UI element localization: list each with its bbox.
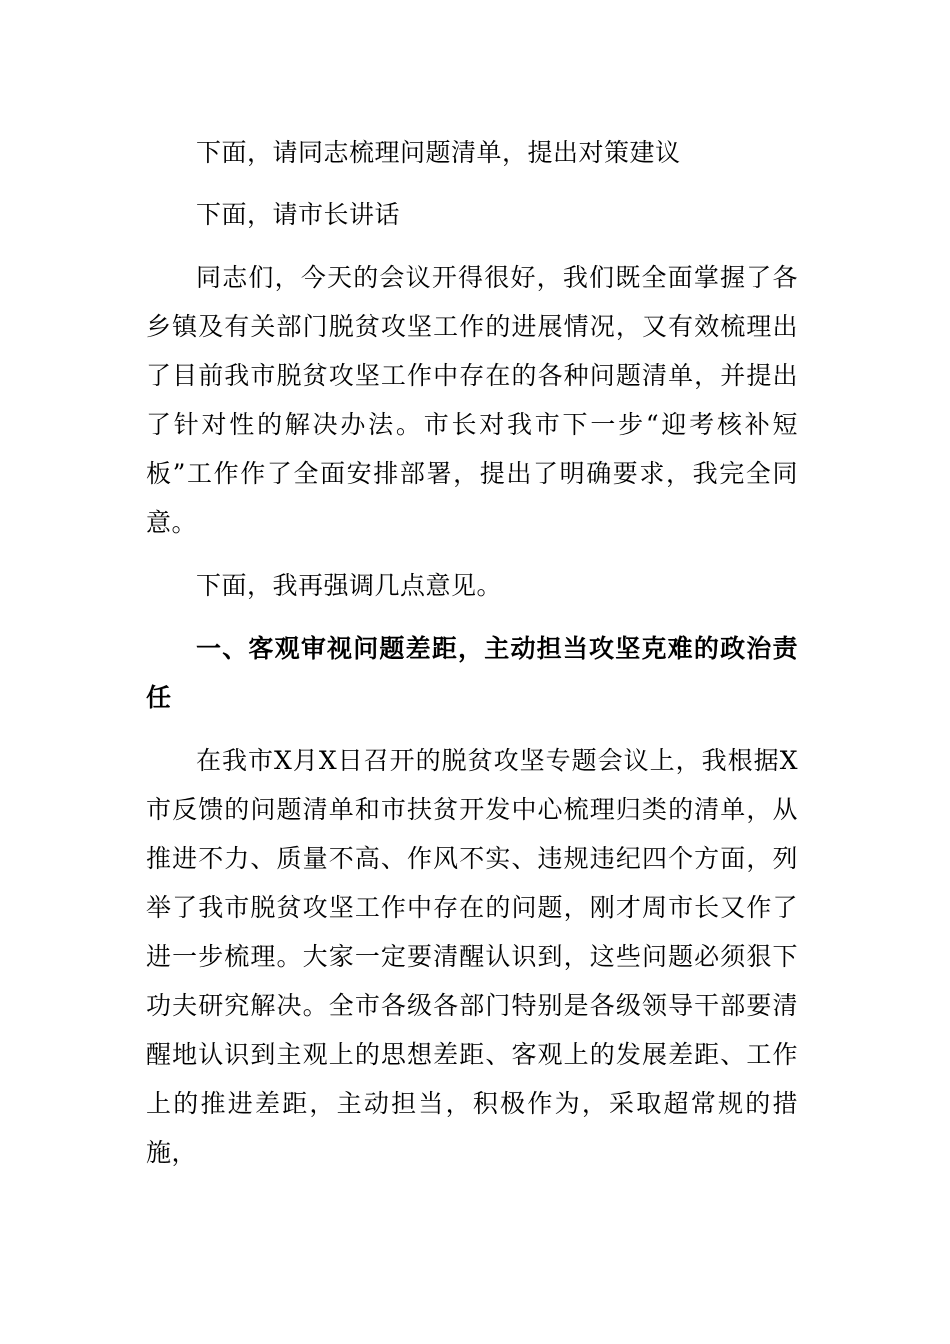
paragraph-1: 下面，请同志梳理问题清单，提出对策建议: [196, 138, 681, 167]
document-body: [146, 128, 798, 1177]
section-heading-1: 一、客观审视问题差距，主动担当攻坚克难的政治责任: [146, 634, 798, 712]
paragraph-2: 下面，请市长讲话: [196, 200, 401, 229]
paragraph-3: 同志们，今天的会议开得很好，我们既全面掌握了各乡镇及有关部门脱贫攻坚工作的进展情况，又有效梳理出了目前我市脱贫攻坚工作中存在的各种问题清单，并提出了针对性的解决办法。市长对我市下一步“迎考核补短板”工作作了全面安排部署，提出了明确要求，我完全同意。: [146, 263, 798, 537]
paragraph-4: 下面，我再强调几点意见。: [196, 571, 503, 600]
paragraph-5: 在我市X月X日召开的脱贫攻坚专题会议上，我根据X市反馈的问题清单和市扶贫开发中心梳理归类的清单，从推进不力、质量不高、作风不实、违规违纪四个方面，列举了我市脱贫攻坚工作中存在的问题，刚才周市长又作了进一步梳理。大家一定要清醒认识到，这些问题必须狠下功夫研究解决。全市各级各部门特别是各级领导干部要清醒地认识到主观上的思想差距、客观上的发展差距、工作上的推进差距，主动担当，积极作为，采取超常规的措施，: [146, 746, 798, 1167]
